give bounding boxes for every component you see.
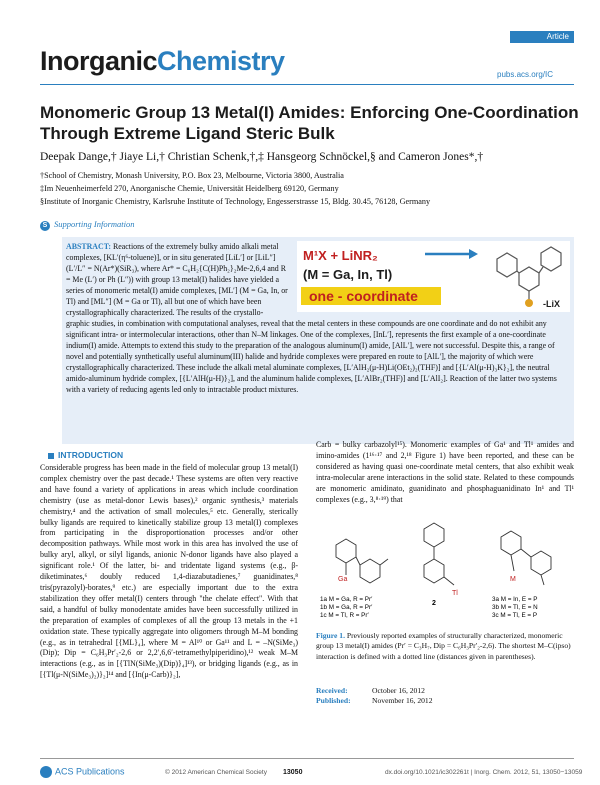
- abstract-part2: graphic studies, in combination with computational analyses, reveal that the metal centers in these compounds are one coordinate and do not exhibit any significant intra- or intermolecular interactions, other than N–M linkages. One of the complexes, [InL′], represents the first example of a one-coordinate indium(I) amide. Attempts to extend this study to the preparation of the analogous aluminum(I) amide, [AlL′], were not successful. Despite this, a range of novel and potentially synthetically useful aluminum(III) halide and hydride complexes were prepared en route to [AlL′], the majority of which were crystallographically characterized. These include the alkali metal aluminate complexes, [L′AlH₂(μ-H)Li(OEt₂)₂(THF)] and [{L′Al(μ-H)₃K}₂], the neutral amido-aluminum hydride complex, [{L′AlH(μ-H)}₂], and the aluminum halide complexes, [L′AlBr₂(THF)] and [L′AlI₂]. Reaction of the latter two systems with a variety of reducing agents led only to intractable product mixtures.: [66, 319, 557, 394]
- fig-label-1b: 1b M = Ga, R = Pr′: [320, 604, 373, 611]
- toc-graphic-svg: [297, 241, 570, 312]
- structure-3: [501, 531, 551, 585]
- figure-1-svg: [316, 515, 574, 623]
- introduction-heading: [48, 450, 123, 460]
- doi-link[interactable]: dx.doi.org/10.1021/ic302261t | Inorg. Chem. 2012, 51, 13050−13059: [385, 769, 583, 776]
- journal-url-link[interactable]: pubs.acs.org/IC: [497, 70, 554, 79]
- fig-label-3a: 3a M = In, E = P: [492, 596, 538, 603]
- figure-1-label: Figure 1.: [316, 631, 345, 640]
- abstract-part1-text: Reactions of the extremely bulky amido alkali metal complexes, [KL′(η⁶-toluene)], or in situ generated [LiL′] or [LiL″] (L′/L″ = N(Ar*)(SiR₃), where Ar* = C₆H₂{C(H)Ph₂}₂Me-2,6,4 and R = Me (L′) or Ph (L″)) with group 13 metal(I) halides have yielded a series of monomeric metal(I) amide complexes, [ML′] (M = Ga, In, or Tl) and [ML″] (M = Ga or Tl), all but one of which have been crystallographically characterized. The results of the crystallo-: [66, 242, 288, 317]
- figure-1-caption-text: Previously reported examples of structurally characterized, monomeric group 13 metal(I) amides (Pr′ = C₃H₇, Dip = C₆H₃Pr′₂-2,6). The shortest M–C(ipso) interaction is defined with a dotted line (distances given in parentheses).: [316, 631, 571, 661]
- author-list: Deepak Dange,† Jiaye Li,† Christian Schenk,†,‡ Hansgeorg Schnöckel,§ and Cameron Jones*,†: [40, 151, 484, 163]
- supporting-info-label: Supporting Information: [54, 219, 135, 229]
- affiliation-2: ‡Im Neuenheimerfeld 270, Anorganische Chemie, Universität Heidelberg 69120, Germany: [40, 184, 339, 193]
- toc-one-coordinate-text: one - coordinate: [309, 288, 418, 304]
- copyright-notice: © 2012 American Chemical Society: [165, 769, 267, 776]
- received-label: Received:: [316, 686, 348, 695]
- introduction-heading-label: INTRODUCTION: [58, 450, 124, 460]
- page-number: 13050: [283, 769, 303, 776]
- figure-1-caption: [316, 631, 574, 662]
- affiliation-3: §Institute of Inorganic Chemistry, Karlsruhe Institute of Technology, Engesserstrasse 15, Bldg. 30.45, 76128, Germany: [40, 197, 431, 206]
- fig-label-1a: 1a M = Ga, R = Pr′: [320, 596, 373, 603]
- supporting-info-icon: S: [40, 221, 50, 231]
- received-date: October 16, 2012: [372, 686, 425, 695]
- right-column-text: Carb = bulky carbazolyl¹⁵). Monomeric examples of Ga¹ and Tl¹ amides and imino-amides (1¹⁶·¹⁷ and 2,¹⁸ Figure 1) have been reported, and these can be considered as having quasi one-coordinate metal centers, that also exhibit weak intra-molecular arene interactions in the solid state. Related to these compounds are monomeric amidinato, guanidinato and phosphaguanidinato In¹ and Tl¹ complexes (e.g., 3,⁸·¹⁹) that: [316, 440, 574, 504]
- acs-logo-icon: [40, 766, 52, 778]
- supporting-info-link[interactable]: [40, 219, 135, 231]
- introduction-body: Considerable progress has been made in the field of molecular group 13 metal(I) complex chemistry over the past decade.¹ These systems are often very reactive and have found a variety of applications in areas which include coordination chemistry (use as metal-donor Lewis bases),² organic synthesis,³ materials chemistry,⁴ and the activation of small molecules,⁵ etc. Generally, sterically bulky ligands are required to kinetically stabilize group 13 metal(I) complexes from participating in the disproportionation processes and/or other decomposition pathways. While most work in this area has involved the use of bulky aryl, alkyl, or silyl ligands, anionic N-donor ligands have also played a significant role.¹ Of the latter, bi- and tridentate ligand systems (e.g., β-diketiminates,⁶ doubly reduced 1,4-diazabutadienes,⁷ guanidinates,⁸ tris(pyrazolyl)-borates,⁹ etc.) are especially important due to the extra stabilization they offer metal(I) centers through "the chelate effect". With that said, a handful of bulky monodentate amides have been successfully utilized in the preparation of examples of complexes of all the group 13 metals in the +1 oxidation state. These typically aggregate into oligomers through M–M bonding (e.g., as in tetrahedral [{ML}₄], where M = Al¹⁰ or Ga¹¹ and L = –N(SiMe₃)(Dip); Dip = C₆H₃Pr′₂-2,6 or 2,2′,6,6′-tetramethylpiperidino),¹² weak M–M interactions (e.g., as in [{TlN(SiMe₃)(Dip)}₄]¹³), or bridging ligands (e.g., as in [{Tl(μ-N(SiMe₃)₂)}₂]¹⁴ and [{In(μ-Carb)}₂],: [40, 463, 298, 680]
- article-type-badge: Article: [510, 31, 574, 43]
- fig-metal-label-3: M: [510, 576, 516, 583]
- fig-label-2: 2: [432, 600, 436, 607]
- header-divider: [40, 84, 574, 85]
- toc-metal-atom: [525, 299, 533, 307]
- abstract-part1: [66, 241, 292, 318]
- fig-metal-label-2: Tl: [452, 590, 458, 597]
- abstract-label: ABSTRACT:: [66, 242, 112, 251]
- received-row: [316, 686, 433, 696]
- acs-publications-label: ACS Publications: [55, 766, 125, 777]
- figure-1-graphic: [316, 515, 574, 623]
- published-row: [316, 696, 433, 706]
- journal-logo-word1: Inorganic: [40, 46, 158, 76]
- article-title: Monomeric Group 13 Metal(I) Amides: Enforcing One-Coordination Through Extreme Ligand Steric Bulk: [40, 103, 579, 143]
- toc-metals-text: (M = Ga, In, Tl): [303, 267, 393, 282]
- section-marker-icon: [48, 453, 54, 459]
- fig-label-1c: 1c M = Tl, R = Pr′: [320, 612, 369, 619]
- journal-logo-word2: Chemistry: [157, 46, 285, 76]
- fig-label-3b: 3b M = Tl, E = N: [492, 604, 538, 611]
- published-label: Published:: [316, 696, 351, 706]
- footer-divider: [40, 758, 574, 759]
- toc-graphic: [297, 241, 570, 312]
- toc-lix-text: -LiX: [543, 299, 560, 309]
- published-date: November 16, 2012: [372, 696, 433, 706]
- article-dates: [316, 686, 433, 707]
- acs-publications-logo[interactable]: [40, 766, 125, 778]
- journal-logo[interactable]: [40, 46, 285, 77]
- affiliation-1: †School of Chemistry, Monash University, P.O. Box 23, Melbourne, Victoria 3800, Australia: [40, 171, 344, 180]
- fig-metal-label-1: Ga: [338, 576, 348, 583]
- toc-reaction-text: M¹X + LiNR₂: [303, 248, 378, 263]
- fig-label-3c: 3c M = Tl, E = P: [492, 612, 538, 619]
- structure-2: [424, 523, 454, 585]
